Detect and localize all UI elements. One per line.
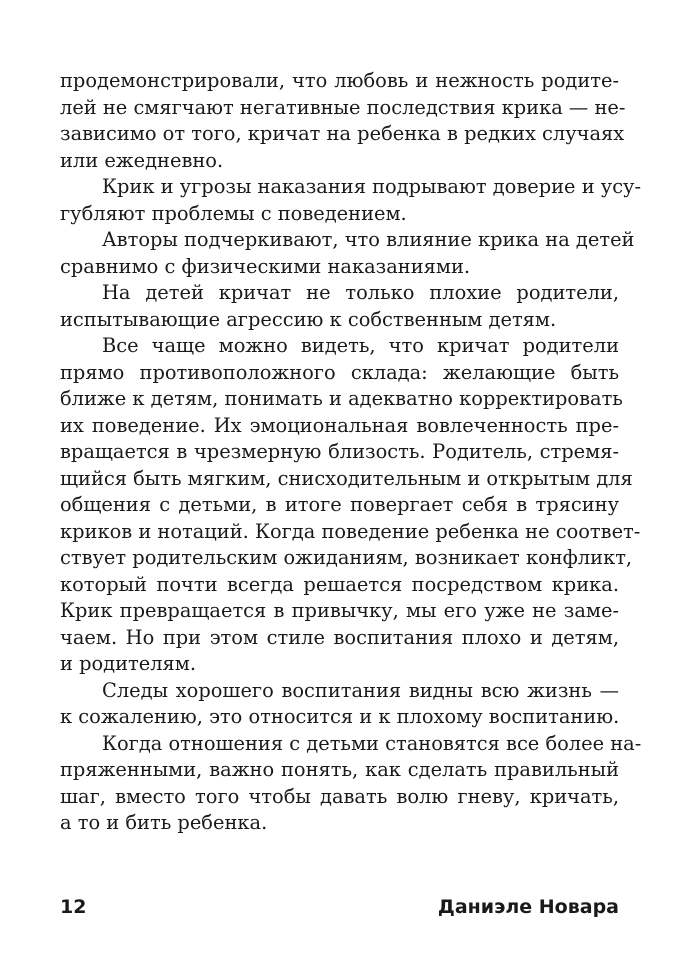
text-line: к сожалению, это относится и к плохому воспитанию.: [60, 705, 620, 728]
text-line: продемонстрировали, что любовь и нежность родите-: [60, 69, 619, 92]
text-line: лей не смягчают негативные последствия крика — не-: [60, 95, 626, 119]
text-line: а то и бить ребенка.: [60, 811, 268, 834]
page-body-text: [60, 68, 642, 837]
text-line: Все чаще можно видеть, что кричат родители: [102, 334, 619, 357]
text-line: пряженными, важно понять, как сделать правильный: [60, 758, 619, 781]
paragraph: [60, 678, 619, 731]
text-line: губляют проблемы с поведением.: [60, 201, 407, 225]
text-line: испытывающие агрессию к собственным детям.: [60, 307, 557, 331]
text-line: Крик превращается в привычку, мы его уже не заме-: [60, 599, 619, 622]
text-line: ближе к детям, понимать и адекватно корректировать: [60, 387, 623, 410]
text-line: их поведение. Их эмоциональная вовлеченность пре-: [60, 413, 619, 437]
page-footer: [60, 896, 619, 922]
page-number: 12: [60, 896, 87, 918]
paragraph: [60, 227, 635, 280]
text-line: прямо противоположного склада: желающие быть: [60, 360, 619, 384]
paragraph: [60, 731, 642, 837]
paragraph: [60, 280, 619, 333]
running-footer-author: Даниэле Новара: [437, 896, 619, 918]
text-line: Крик и угрозы наказания подрывают доверие и усу-: [102, 175, 642, 198]
text-line: сравнимо с физическими наказаниями.: [60, 254, 471, 278]
text-line: Когда отношения с детьми становятся все более на-: [102, 731, 642, 755]
paragraph: [60, 333, 641, 678]
text-line: Следы хорошего воспитания видны всю жизнь —: [102, 678, 619, 702]
text-line: щийся быть мягким, снисходительным и открытым для: [60, 466, 633, 490]
text-line: вращается в чрезмерную близость. Родитель, стремя-: [60, 440, 619, 463]
text-line: На детей кричат не только плохие родители,: [102, 281, 619, 304]
text-line: зависимо от того, кричат на ребенка в редких случаях: [60, 122, 625, 145]
text-line: общения с детьми, в итоге повергает себя в трясину: [60, 493, 619, 516]
text-line: который почти всегда решается посредством крика.: [60, 572, 619, 596]
text-line: чаем. Но при этом стиле воспитания плохо и детям,: [60, 625, 619, 649]
paragraph: [60, 68, 626, 174]
paragraph: [60, 174, 642, 227]
text-line: Авторы подчеркивают, что влияние крика на детей: [102, 228, 635, 251]
text-line: и родителям.: [60, 652, 197, 675]
text-line: шаг, вместо того чтобы давать волю гневу, кричать,: [60, 784, 619, 808]
text-line: криков и нотаций. Когда поведение ребенка не соответ-: [60, 519, 641, 543]
text-line: ствует родительским ожиданиям, возникает конфликт,: [60, 546, 633, 569]
text-line: или ежедневно.: [60, 148, 224, 172]
